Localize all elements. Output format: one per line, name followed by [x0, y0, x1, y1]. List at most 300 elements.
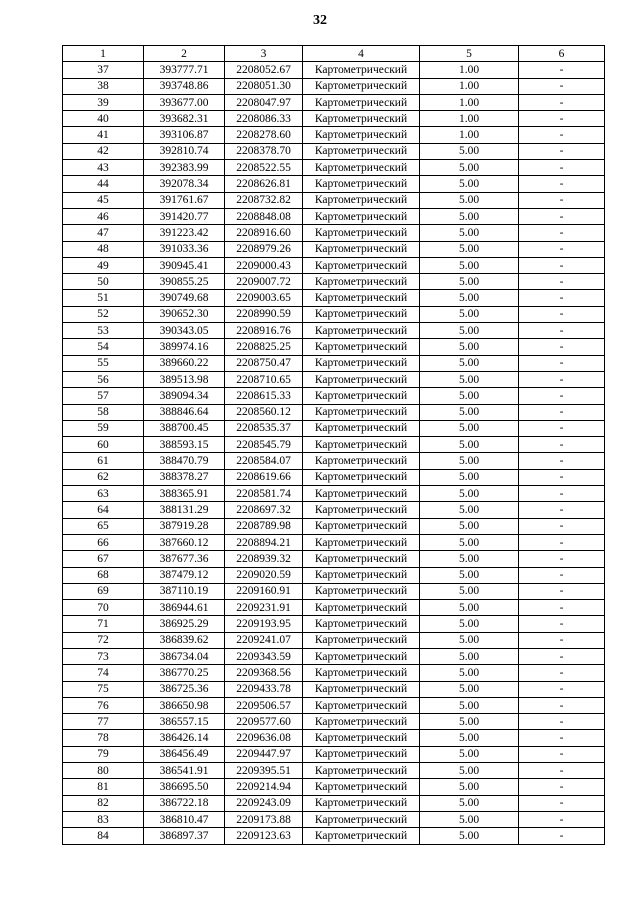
table-row	[63, 306, 605, 322]
table-row	[63, 665, 605, 681]
method-cell: Картометрический	[303, 779, 420, 795]
method-cell: Картометрический	[303, 127, 420, 143]
x-coordinate-cell: 393677.00	[144, 94, 225, 110]
point-number-cell: 72	[63, 632, 144, 648]
y-coordinate-cell: 2209193.95	[225, 616, 303, 632]
accuracy-cell: 5.00	[420, 225, 519, 241]
method-cell: Картометрический	[303, 274, 420, 290]
method-cell: Картометрический	[303, 551, 420, 567]
accuracy-cell: 5.00	[420, 355, 519, 371]
accuracy-cell: 5.00	[420, 469, 519, 485]
method-cell: Картометрический	[303, 681, 420, 697]
accuracy-cell: 5.00	[420, 795, 519, 811]
y-coordinate-cell: 2208535.37	[225, 420, 303, 436]
point-number-cell: 58	[63, 404, 144, 420]
y-coordinate-cell: 2209636.08	[225, 730, 303, 746]
x-coordinate-cell: 386541.91	[144, 763, 225, 779]
point-number-cell: 54	[63, 339, 144, 355]
table-row	[63, 518, 605, 534]
point-number-cell: 57	[63, 388, 144, 404]
point-number-cell: 48	[63, 241, 144, 257]
x-coordinate-cell: 386839.62	[144, 632, 225, 648]
y-coordinate-cell: 2208278.60	[225, 127, 303, 143]
x-coordinate-cell: 392383.99	[144, 160, 225, 176]
x-coordinate-cell: 390945.41	[144, 257, 225, 273]
point-number-cell: 65	[63, 518, 144, 534]
method-cell: Картометрический	[303, 795, 420, 811]
x-coordinate-cell: 387479.12	[144, 567, 225, 583]
description-cell: -	[519, 811, 605, 827]
table-row	[63, 355, 605, 371]
description-cell: -	[519, 795, 605, 811]
point-number-cell: 66	[63, 534, 144, 550]
method-cell: Картометрический	[303, 567, 420, 583]
y-coordinate-cell: 2208522.55	[225, 160, 303, 176]
table-row	[63, 697, 605, 713]
point-number-cell: 37	[63, 62, 144, 78]
table-row	[63, 225, 605, 241]
table-row	[63, 746, 605, 762]
x-coordinate-cell: 391033.36	[144, 241, 225, 257]
method-cell: Картометрический	[303, 176, 420, 192]
description-cell: -	[519, 306, 605, 322]
point-number-cell: 81	[63, 779, 144, 795]
accuracy-cell: 1.00	[420, 111, 519, 127]
method-cell: Картометрический	[303, 437, 420, 453]
point-number-cell: 70	[63, 600, 144, 616]
table-row	[63, 583, 605, 599]
x-coordinate-cell: 386557.15	[144, 714, 225, 730]
description-cell: -	[519, 404, 605, 420]
method-cell: Картометрический	[303, 632, 420, 648]
method-cell: Картометрический	[303, 714, 420, 730]
method-cell: Картометрический	[303, 697, 420, 713]
x-coordinate-cell: 391761.67	[144, 192, 225, 208]
accuracy-cell: 5.00	[420, 665, 519, 681]
point-number-cell: 63	[63, 486, 144, 502]
description-cell: -	[519, 274, 605, 290]
accuracy-cell: 5.00	[420, 600, 519, 616]
description-cell: -	[519, 371, 605, 387]
point-number-cell: 43	[63, 160, 144, 176]
accuracy-cell: 5.00	[420, 730, 519, 746]
table-row	[63, 257, 605, 273]
y-coordinate-cell: 2208750.47	[225, 355, 303, 371]
accuracy-cell: 5.00	[420, 420, 519, 436]
y-coordinate-cell: 2208732.82	[225, 192, 303, 208]
method-cell: Картометрический	[303, 78, 420, 94]
method-cell: Картометрический	[303, 111, 420, 127]
accuracy-cell: 1.00	[420, 127, 519, 143]
x-coordinate-cell: 389660.22	[144, 355, 225, 371]
accuracy-cell: 5.00	[420, 746, 519, 762]
accuracy-cell: 5.00	[420, 160, 519, 176]
table-row	[63, 420, 605, 436]
x-coordinate-cell: 388470.79	[144, 453, 225, 469]
point-number-cell: 67	[63, 551, 144, 567]
x-coordinate-cell: 386734.04	[144, 648, 225, 664]
table-row	[63, 779, 605, 795]
x-coordinate-cell: 388378.27	[144, 469, 225, 485]
description-cell: -	[519, 469, 605, 485]
description-cell: -	[519, 518, 605, 534]
y-coordinate-cell: 2208848.08	[225, 208, 303, 224]
point-number-cell: 82	[63, 795, 144, 811]
accuracy-cell: 5.00	[420, 567, 519, 583]
accuracy-cell: 5.00	[420, 192, 519, 208]
point-number-cell: 44	[63, 176, 144, 192]
method-cell: Картометрический	[303, 323, 420, 339]
table-row	[63, 208, 605, 224]
table-row	[63, 714, 605, 730]
method-cell: Картометрический	[303, 583, 420, 599]
point-number-cell: 52	[63, 306, 144, 322]
point-number-cell: 84	[63, 828, 144, 844]
x-coordinate-cell: 387919.28	[144, 518, 225, 534]
accuracy-cell: 5.00	[420, 779, 519, 795]
table-row	[63, 371, 605, 387]
table-row	[63, 160, 605, 176]
table-row	[63, 127, 605, 143]
description-cell: -	[519, 648, 605, 664]
table-row	[63, 567, 605, 583]
table-row	[63, 453, 605, 469]
accuracy-cell: 5.00	[420, 176, 519, 192]
description-cell: -	[519, 730, 605, 746]
point-number-cell: 74	[63, 665, 144, 681]
description-cell: -	[519, 714, 605, 730]
accuracy-cell: 5.00	[420, 763, 519, 779]
x-coordinate-cell: 386944.61	[144, 600, 225, 616]
point-number-cell: 40	[63, 111, 144, 127]
method-cell: Картометрический	[303, 730, 420, 746]
table-row	[63, 192, 605, 208]
x-coordinate-cell: 390652.30	[144, 306, 225, 322]
x-coordinate-cell: 387110.19	[144, 583, 225, 599]
table-row	[63, 486, 605, 502]
method-cell: Картометрический	[303, 339, 420, 355]
x-coordinate-cell: 390855.25	[144, 274, 225, 290]
table-row	[63, 795, 605, 811]
method-cell: Картометрический	[303, 404, 420, 420]
description-cell: -	[519, 583, 605, 599]
accuracy-cell: 5.00	[420, 828, 519, 844]
table-row	[63, 339, 605, 355]
x-coordinate-cell: 387677.36	[144, 551, 225, 567]
y-coordinate-cell: 2208545.79	[225, 437, 303, 453]
y-coordinate-cell: 2208789.98	[225, 518, 303, 534]
point-number-cell: 68	[63, 567, 144, 583]
method-cell: Картометрический	[303, 811, 420, 827]
description-cell: -	[519, 388, 605, 404]
x-coordinate-cell: 388700.45	[144, 420, 225, 436]
method-cell: Картометрический	[303, 94, 420, 110]
accuracy-cell: 1.00	[420, 78, 519, 94]
point-number-cell: 50	[63, 274, 144, 290]
accuracy-cell: 5.00	[420, 241, 519, 257]
table-row	[63, 534, 605, 550]
x-coordinate-cell: 389094.34	[144, 388, 225, 404]
accuracy-cell: 1.00	[420, 94, 519, 110]
y-coordinate-cell: 2208710.65	[225, 371, 303, 387]
table-row	[63, 323, 605, 339]
y-coordinate-cell: 2208581.74	[225, 486, 303, 502]
description-cell: -	[519, 437, 605, 453]
description-cell: -	[519, 78, 605, 94]
y-coordinate-cell: 2208560.12	[225, 404, 303, 420]
description-cell: -	[519, 111, 605, 127]
table-row	[63, 616, 605, 632]
method-cell: Картометрический	[303, 355, 420, 371]
y-coordinate-cell: 2208051.30	[225, 78, 303, 94]
x-coordinate-cell: 388846.64	[144, 404, 225, 420]
x-coordinate-cell: 389974.16	[144, 339, 225, 355]
y-coordinate-cell: 2209214.94	[225, 779, 303, 795]
y-coordinate-cell: 2209007.72	[225, 274, 303, 290]
y-coordinate-cell: 2209160.91	[225, 583, 303, 599]
x-coordinate-cell: 388131.29	[144, 502, 225, 518]
x-coordinate-cell: 387660.12	[144, 534, 225, 550]
point-number-cell: 83	[63, 811, 144, 827]
description-cell: -	[519, 62, 605, 78]
point-number-cell: 42	[63, 143, 144, 159]
description-cell: -	[519, 502, 605, 518]
accuracy-cell: 5.00	[420, 437, 519, 453]
method-cell: Картометрический	[303, 486, 420, 502]
accuracy-cell: 5.00	[420, 648, 519, 664]
accuracy-cell: 5.00	[420, 551, 519, 567]
x-coordinate-cell: 386897.37	[144, 828, 225, 844]
description-cell: -	[519, 697, 605, 713]
table-row	[63, 551, 605, 567]
description-cell: -	[519, 241, 605, 257]
method-cell: Картометрический	[303, 225, 420, 241]
accuracy-cell: 5.00	[420, 502, 519, 518]
point-number-cell: 77	[63, 714, 144, 730]
method-cell: Картометрический	[303, 208, 420, 224]
table-row	[63, 600, 605, 616]
point-number-cell: 73	[63, 648, 144, 664]
y-coordinate-cell: 2208584.07	[225, 453, 303, 469]
point-number-cell: 39	[63, 94, 144, 110]
description-cell: -	[519, 779, 605, 795]
accuracy-cell: 5.00	[420, 404, 519, 420]
accuracy-cell: 5.00	[420, 453, 519, 469]
method-cell: Картометрический	[303, 534, 420, 550]
description-cell: -	[519, 828, 605, 844]
description-cell: -	[519, 192, 605, 208]
x-coordinate-cell: 393682.31	[144, 111, 225, 127]
table-header-row	[63, 46, 605, 62]
accuracy-cell: 5.00	[420, 371, 519, 387]
description-cell: -	[519, 665, 605, 681]
x-coordinate-cell: 389513.98	[144, 371, 225, 387]
accuracy-cell: 5.00	[420, 583, 519, 599]
column-header: 3	[225, 46, 303, 62]
x-coordinate-cell: 386695.50	[144, 779, 225, 795]
accuracy-cell: 5.00	[420, 208, 519, 224]
table-row	[63, 763, 605, 779]
table-row	[63, 648, 605, 664]
description-cell: -	[519, 453, 605, 469]
x-coordinate-cell: 392078.34	[144, 176, 225, 192]
accuracy-cell: 5.00	[420, 681, 519, 697]
y-coordinate-cell: 2208615.33	[225, 388, 303, 404]
method-cell: Картометрический	[303, 648, 420, 664]
y-coordinate-cell: 2209000.43	[225, 257, 303, 273]
table-row	[63, 176, 605, 192]
method-cell: Картометрический	[303, 420, 420, 436]
y-coordinate-cell: 2208697.32	[225, 502, 303, 518]
y-coordinate-cell: 2208047.97	[225, 94, 303, 110]
method-cell: Картометрический	[303, 290, 420, 306]
accuracy-cell: 5.00	[420, 274, 519, 290]
y-coordinate-cell: 2208894.21	[225, 534, 303, 550]
accuracy-cell: 5.00	[420, 632, 519, 648]
point-number-cell: 60	[63, 437, 144, 453]
description-cell: -	[519, 567, 605, 583]
table-row	[63, 143, 605, 159]
y-coordinate-cell: 2209506.57	[225, 697, 303, 713]
coordinates-table	[62, 45, 605, 845]
table-row	[63, 730, 605, 746]
x-coordinate-cell: 386770.25	[144, 665, 225, 681]
point-number-cell: 71	[63, 616, 144, 632]
table-row	[63, 111, 605, 127]
method-cell: Картометрический	[303, 616, 420, 632]
method-cell: Картометрический	[303, 746, 420, 762]
point-number-cell: 61	[63, 453, 144, 469]
table-row	[63, 437, 605, 453]
x-coordinate-cell: 386650.98	[144, 697, 225, 713]
point-number-cell: 76	[63, 697, 144, 713]
description-cell: -	[519, 355, 605, 371]
table-row	[63, 388, 605, 404]
accuracy-cell: 5.00	[420, 616, 519, 632]
description-cell: -	[519, 225, 605, 241]
method-cell: Картометрический	[303, 62, 420, 78]
y-coordinate-cell: 2209123.63	[225, 828, 303, 844]
point-number-cell: 51	[63, 290, 144, 306]
point-number-cell: 49	[63, 257, 144, 273]
description-cell: -	[519, 290, 605, 306]
x-coordinate-cell: 391420.77	[144, 208, 225, 224]
y-coordinate-cell: 2208825.25	[225, 339, 303, 355]
table-row	[63, 632, 605, 648]
table-row	[63, 290, 605, 306]
method-cell: Картометрический	[303, 665, 420, 681]
accuracy-cell: 5.00	[420, 486, 519, 502]
description-cell: -	[519, 600, 605, 616]
x-coordinate-cell: 388593.15	[144, 437, 225, 453]
table-row	[63, 274, 605, 290]
column-header: 1	[63, 46, 144, 62]
y-coordinate-cell: 2209173.88	[225, 811, 303, 827]
table-row	[63, 681, 605, 697]
description-cell: -	[519, 323, 605, 339]
description-cell: -	[519, 486, 605, 502]
y-coordinate-cell: 2209241.07	[225, 632, 303, 648]
table-body	[63, 62, 605, 844]
method-cell: Картометрический	[303, 192, 420, 208]
method-cell: Картометрический	[303, 502, 420, 518]
description-cell: -	[519, 746, 605, 762]
table-row	[63, 78, 605, 94]
y-coordinate-cell: 2209231.91	[225, 600, 303, 616]
description-cell: -	[519, 143, 605, 159]
y-coordinate-cell: 2209368.56	[225, 665, 303, 681]
table-row	[63, 811, 605, 827]
point-number-cell: 38	[63, 78, 144, 94]
y-coordinate-cell: 2208619.66	[225, 469, 303, 485]
description-cell: -	[519, 160, 605, 176]
x-coordinate-cell: 390343.05	[144, 323, 225, 339]
x-coordinate-cell: 393748.86	[144, 78, 225, 94]
method-cell: Картометрический	[303, 257, 420, 273]
table-row	[63, 62, 605, 78]
description-cell: -	[519, 534, 605, 550]
x-coordinate-cell: 390749.68	[144, 290, 225, 306]
method-cell: Картометрический	[303, 388, 420, 404]
y-coordinate-cell: 2209577.60	[225, 714, 303, 730]
y-coordinate-cell: 2209395.51	[225, 763, 303, 779]
table-row	[63, 502, 605, 518]
point-number-cell: 53	[63, 323, 144, 339]
y-coordinate-cell: 2209243.09	[225, 795, 303, 811]
accuracy-cell: 1.00	[420, 62, 519, 78]
accuracy-cell: 5.00	[420, 323, 519, 339]
point-number-cell: 41	[63, 127, 144, 143]
method-cell: Картометрический	[303, 763, 420, 779]
accuracy-cell: 5.00	[420, 714, 519, 730]
y-coordinate-cell: 2209433.78	[225, 681, 303, 697]
accuracy-cell: 5.00	[420, 257, 519, 273]
x-coordinate-cell: 388365.91	[144, 486, 225, 502]
x-coordinate-cell: 386810.47	[144, 811, 225, 827]
x-coordinate-cell: 386925.29	[144, 616, 225, 632]
point-number-cell: 80	[63, 763, 144, 779]
x-coordinate-cell: 393106.87	[144, 127, 225, 143]
method-cell: Картометрический	[303, 160, 420, 176]
y-coordinate-cell: 2209020.59	[225, 567, 303, 583]
accuracy-cell: 5.00	[420, 534, 519, 550]
accuracy-cell: 5.00	[420, 518, 519, 534]
x-coordinate-cell: 393777.71	[144, 62, 225, 78]
point-number-cell: 75	[63, 681, 144, 697]
description-cell: -	[519, 763, 605, 779]
point-number-cell: 59	[63, 420, 144, 436]
column-header: 6	[519, 46, 605, 62]
point-number-cell: 46	[63, 208, 144, 224]
y-coordinate-cell: 2209343.59	[225, 648, 303, 664]
accuracy-cell: 5.00	[420, 143, 519, 159]
x-coordinate-cell: 391223.42	[144, 225, 225, 241]
method-cell: Картометрический	[303, 241, 420, 257]
point-number-cell: 69	[63, 583, 144, 599]
table-row	[63, 828, 605, 844]
x-coordinate-cell: 386725.36	[144, 681, 225, 697]
y-coordinate-cell: 2208052.67	[225, 62, 303, 78]
point-number-cell: 64	[63, 502, 144, 518]
accuracy-cell: 5.00	[420, 811, 519, 827]
y-coordinate-cell: 2209447.97	[225, 746, 303, 762]
column-header: 2	[144, 46, 225, 62]
point-number-cell: 56	[63, 371, 144, 387]
table-row	[63, 241, 605, 257]
description-cell: -	[519, 339, 605, 355]
description-cell: -	[519, 208, 605, 224]
description-cell: -	[519, 127, 605, 143]
